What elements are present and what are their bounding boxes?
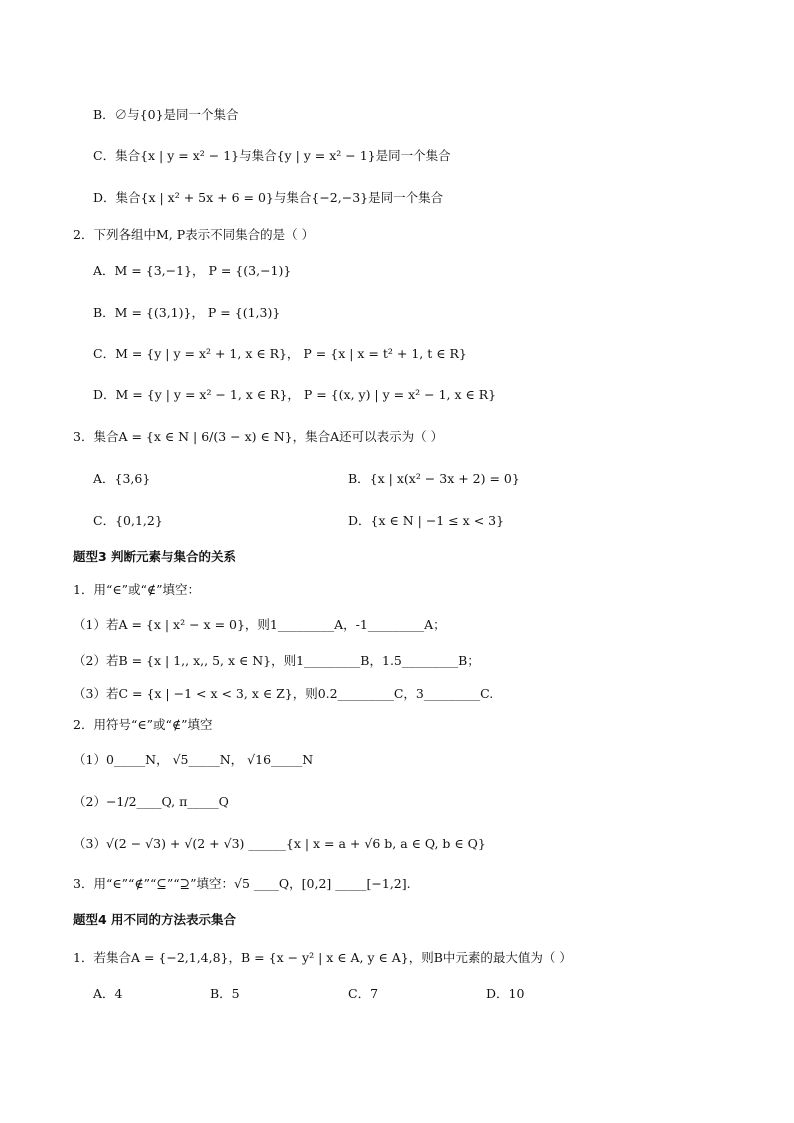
section3-question-3: 3．用“∈”“∉”“⊆”“⊇”填空：√5 ____Q，[0,2] _____[−1,2].: [73, 876, 411, 891]
q2-option-d: D．M = {y | y = x² − 1, x ∈ R}， P = {(x, y) | y = x² − 1, x ∈ R}: [93, 387, 497, 402]
q3-option-a: A．{3,6}: [93, 471, 151, 486]
section3-q2-part-1: （1）0_____N， √5_____N， √16_____N: [73, 752, 314, 767]
q3-option-d: D．{x ∈ N | −1 ≤ x < 3}: [348, 513, 505, 528]
section4-q1-option-a: A．4: [93, 986, 123, 1001]
section4-question-1: 1．若集合A = {−2,1,4,8}，B = {x − y² | x ∈ A, y ∈ A}，则B中元素的最大值为（ ）: [73, 950, 572, 965]
question-3-stem: 3．集合A = {x ∈ N | 6/(3 − x) ∈ N}，集合A还可以表示为（ ）: [73, 429, 444, 444]
section-heading-4: 题型4 用不同的方法表示集合: [73, 912, 237, 927]
option-b-text: B．∅与{0}是同一个集合: [93, 107, 239, 122]
section3-q2-part-3: （3）√(2 − √3) + √(2 + √3) ______{x | x = a + √6 b, a ∈ Q, b ∈ Q}: [73, 836, 486, 851]
question-2-stem: 2．下列各组中M, P表示不同集合的是（ ）: [73, 227, 315, 242]
q2-option-c: C．M = {y | y = x² + 1, x ∈ R}， P = {x | x = t² + 1, t ∈ R}: [93, 346, 467, 361]
section3-question-1: 1．用“∈”或“∉”填空：: [73, 582, 201, 597]
option-d-text: D．集合{x | x² + 5x + 6 = 0}与集合{−2,−3}是同一个集合: [93, 190, 444, 205]
section3-q1-part-1: （1）若A = {x | x² − x = 0}，则1_________A，-1_________A；: [73, 617, 446, 632]
option-c-text: C．集合{x | y = x² − 1}与集合{y | y = x² − 1}是同一个集合: [93, 148, 451, 163]
section4-q1-option-c: C．7: [348, 986, 379, 1001]
section3-question-2: 2．用符号“∈”或“∉”填空: [73, 717, 213, 732]
section3-q1-part-3: （3）若C = {x | −1 < x < 3, x ∈ Z}，则0.2_________C，3_________C.: [73, 686, 494, 701]
section3-q2-part-2: （2）−1/2____Q, π_____Q: [73, 794, 229, 809]
q2-option-b: B．M = {(3,1)}， P = {(1,3)}: [93, 305, 281, 320]
q3-option-c: C．{0,1,2}: [93, 513, 163, 528]
q2-option-a: A．M = {3,−1}， P = {(3,−1)}: [93, 263, 292, 278]
section-heading-3: 题型3 判断元素与集合的关系: [73, 549, 237, 564]
section4-q1-option-b: B．5: [210, 986, 240, 1001]
section3-q1-part-2: （2）若B = {x | 1,, x,, 5, x ∈ N}，则1_________B，1.5_________B；: [73, 653, 480, 668]
section4-q1-option-d: D．10: [486, 986, 525, 1001]
q3-option-b: B．{x | x(x² − 3x + 2) = 0}: [348, 471, 520, 486]
